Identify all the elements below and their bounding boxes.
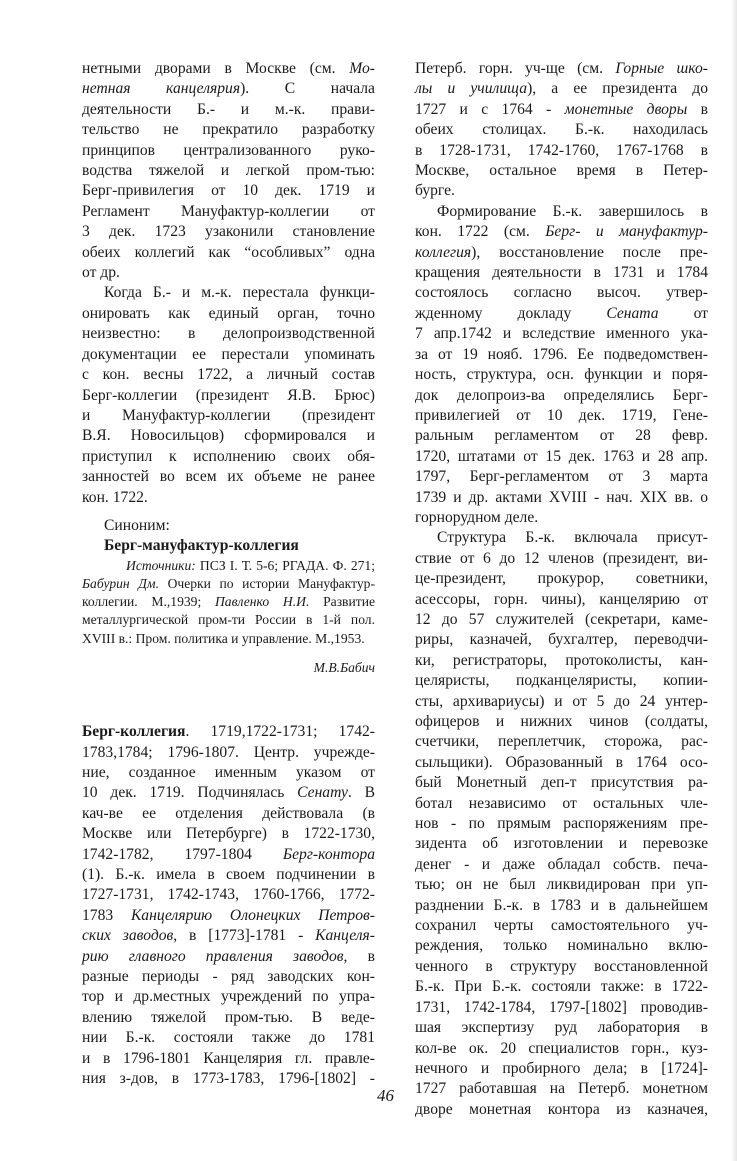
cross-reference: Канцеля- [315,927,375,945]
source-author: Павленко Н.И. [214,594,310,610]
cross-reference: Берг- и мануфактур- [545,223,708,241]
page-edge-shadow [731,0,737,1161]
entry-berg-kollegiya: Берг-коллегия. 1719,1722-1731; 1742- 1783,1784; 1796-1807. Центр. учрежде- ние, созданное именным указом от 10 дек. 1719. Подчинялась Сенату. В кач-ве ее отделения действовала (в Москве или Петербурге) в 1722-1730, 1742-1782, 1797-1804 Берг-контора (1). Б.-к. имела в своем подчинении в 1727-1731, 1742-1743, 1760-1766, 1772- 1783 Канцелярию Олонецких Петров- ских заводов, в [1773]-1781 - Канцеля- рию главного правления заводов, в разные периоды - ряд заводских кон- тор и др.местных учреждений по упра- влению тяжелой пром-тью. В веде- нии Б.-к. состояли также до 1781 и в 1796-1801 Канцелярия гл. правле- ния з-дов, в 1773-1783, 1796-[1802] - [82,723,375,1088]
paragraph: Когда Б.- и м.-к. перестала функци- онировать как единый орган, точно неизвестно: в делопроизводственной документации ее перестали упоминать с кон. весны 1722, а личный состав Берг-коллегии (президент Я.В. Брюс) и Мануфактур-коллегии (президент В.Я. Новосильцов) сформировался и приступил к исполнению своих обя- занностей во всем их объеме не ранее кон. 1722. [82,284,375,506]
paragraph-continuation: нетными дворами в Москве (см. Мо- нетная канцелярия). С начала деятельности Б.- и м.-к. прави- тельство не прекратило разработку принципов централизованного руко- водства тяжелой и легкой пром-тью: Берг-привилегия от 10 дек. 1719 и Регламент Мануфактур-коллегии от 3 дек. 1723 узаконили становление обеих коллегий как “особливых” одна от др. [82,60,375,282]
paragraph: Формирование Б.-к. завершилось в кон. 1722 (см. Берг- и мануфактур- коллегия), восстановление после пре- кращения деятельности в 1731 и 1784 состоялось согласно высоч. утвер- жденному докладу Сената от 7 апр.1742 и вследствие именного ука- за от 19 нояб. 1796. Ее подведомствен- ность, структура, осн. функции и поря- док делопроиз-ва определялись Берг- привилегией от 10 дек. 1719, Гене- ральным регламентом от 28 февр. 1720, штатами от 15 дек. 1763 и 28 апр. 1797, Берг-регламентом от 3 марта 1739 и др. актами XVIII - нач. XIX вв. о горнорудном деле. [415,202,708,526]
sources-label: Источники: [126,557,196,573]
entry-headword: Берг-коллегия [82,723,186,741]
cross-reference: Мо- [349,60,375,77]
synonym-term: Берг-мануфактур-коллегия [104,537,299,555]
cross-reference: лы и училища [415,80,528,98]
synonym-label: Синоним: [104,516,170,534]
left-column [82,59,375,1089]
cross-reference: нетная канцелярия [82,80,241,98]
cross-reference: Канцелярию Олонецких Петров- [130,906,375,924]
paragraph: Структура Б.-к. включала присут- ствие от 6 до 12 членов (президент, ви- це-президент, прокурор, советники, асессоры, горн. чины), канцелярию от 12 до 57 служителей (секретари, каме- риры, казначей, бухгалтер, переводчи- ки, регистраторы, протоколисты, кан- целяристы, подканцеляристы, копии- сты, архивариусы) и от 5 до 24 унтер- офицеров и нижних чинов (солдаты, счетчики, переплетчик, сторожа, рас- сыльщики). Образованный в 1764 осо- бый Монетный деп-т присутствия ра- ботал независимо от остальных чле- нов - по прямым распоряжениям пре- зидента об изготовлении и перевозке денег - и даже обладал собств. печа- тью; он не был ликвидирован при уп- разднении Б.-к. в 1783 и в дальнейшем сохранил черты самостоятельного уч- реждения, только номинально вклю- ченного в структуру восстановленной Б.-к. При Б.-к. состояли также: в 1722- 1731, 1742-1784, 1797-[1802] проводив- шая экспертизу руд лаборатория в кол-ве ок. 20 специалистов горн., куз- нечного и пробирного дела; в [1724]- 1727 работавшая на Петерб. монетном дворе монетная контора из казначея, [415,529,708,1118]
cross-reference: Горные шко- [615,60,708,77]
cross-reference: монетные дворы [564,100,688,118]
cross-reference: Берг-контора [282,845,375,863]
cross-reference: рию главного правления заводов [82,947,344,965]
cross-reference: Сенату [297,784,348,802]
article-author: М.В.Бабич [313,659,375,675]
right-column [415,59,708,1120]
sources-block: Источники: ПСЗ I. Т. 5-6; РГАДА. Ф. 271; Бабурин Дм. Очерки по истории Мануфактур-коллегии. М.,1939; Павленко Н.И. Развитие металлургической пром-ти России в 1-й пол. XVIII в.: Пром. политика и управление. М.,1953. [82,557,375,646]
source-author: Бабурин Дм. [82,575,159,591]
paragraph-continuation: Петерб. горн. уч-ще (см. Горные шко- лы и училища), а ее президента до 1727 и с 1764 - монетные дворы в обеих столицах. Б.-к. находилась в 1728-1731, 1742-1760, 1767-1768 в Москве, остальное время в Петер- бурге. [415,60,709,200]
cross-reference: ских заводов [82,927,174,945]
cross-reference: коллегия [415,243,472,261]
page-number: 46 [377,1086,394,1105]
cross-reference: Сената [606,304,659,322]
